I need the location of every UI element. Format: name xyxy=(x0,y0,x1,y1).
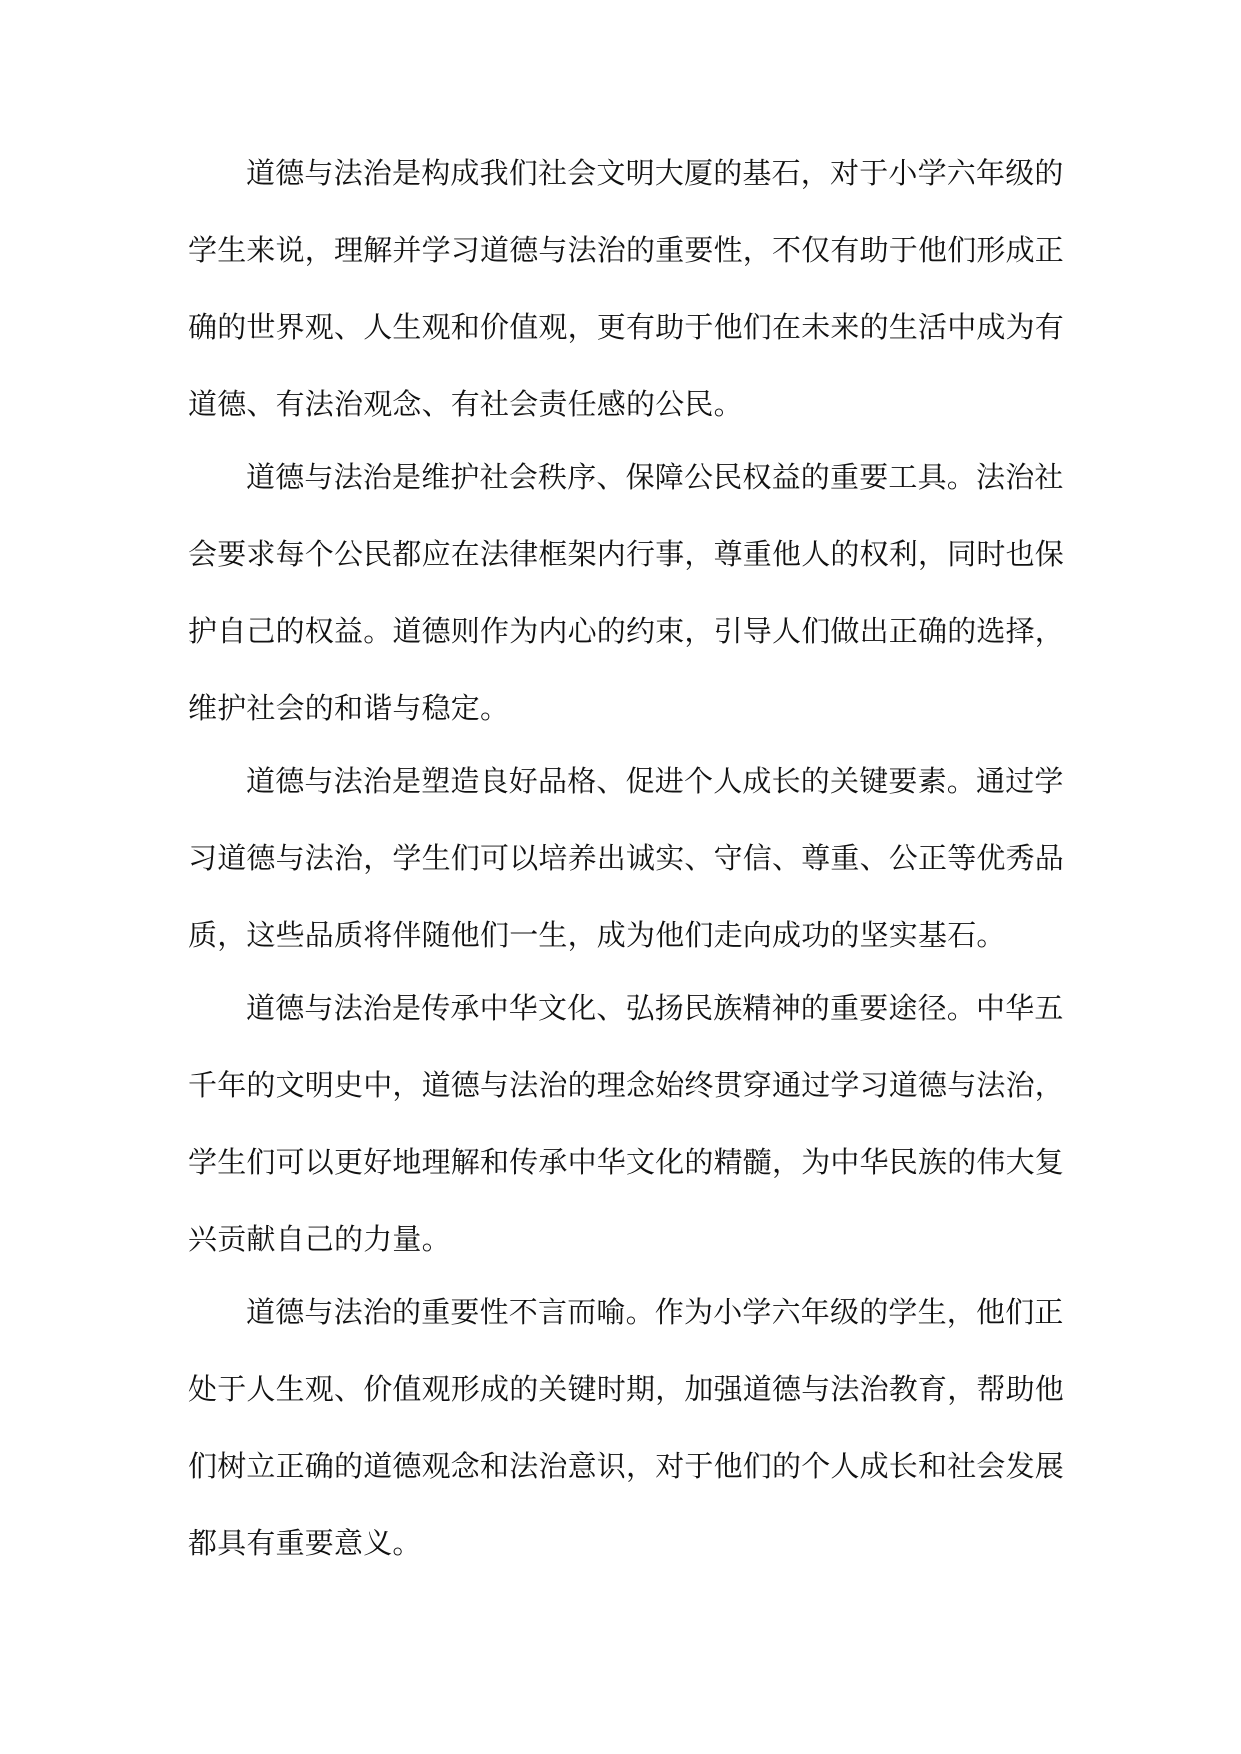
paragraph-4 xyxy=(188,970,1065,1278)
paragraph-line: 道德与法治的重要性不言而喻。作为小学六年级的学生，他们正 xyxy=(246,1295,1064,1329)
paragraph-line: 护自己的权益。道德则作为内心的约束，引导人们做出正确的选择， xyxy=(188,614,1065,648)
paragraph-line: 会要求每个公民都应在法律框架内行事，尊重他人的权利，同时也保 xyxy=(188,537,1065,571)
paragraph-line: 道德与法治是构成我们社会文明大厦的基石，对于小学六年级的 xyxy=(246,156,1064,190)
paragraph-line: 维护社会的和谐与稳定。 xyxy=(188,691,510,725)
paragraph-line: 道德与法治是维护社会秩序、保障公民权益的重要工具。法治社 xyxy=(246,460,1064,494)
paragraph-5 xyxy=(188,1274,1065,1582)
paragraph-line: 道德与法治是传承中华文化、弘扬民族精神的重要途径。中华五 xyxy=(246,991,1064,1025)
paragraph-line: 都具有重要意义。 xyxy=(188,1526,422,1560)
paragraph-line: 学生来说，理解并学习道德与法治的重要性，不仅有助于他们形成正 xyxy=(188,233,1065,267)
paragraph-line: 处于人生观、价值观形成的关键时期，加强道德与法治教育，帮助他 xyxy=(188,1372,1065,1406)
paragraph-2 xyxy=(188,439,1065,747)
paragraph-line: 确的世界观、人生观和价值观，更有助于他们在未来的生活中成为有 xyxy=(188,310,1065,344)
paragraph-line: 道德与法治是塑造良好品格、促进个人成长的关键要素。通过学 xyxy=(246,764,1064,798)
paragraph-line: 道德、有法治观念、有社会责任感的公民。 xyxy=(188,387,743,421)
paragraph-line: 习道德与法治，学生们可以培养出诚实、守信、尊重、公正等优秀品 xyxy=(188,841,1065,875)
paragraph-line: 质，这些品质将伴随他们一生，成为他们走向成功的坚实基石。 xyxy=(188,918,1006,952)
paragraph-3 xyxy=(188,743,1065,974)
paragraph-1 xyxy=(188,135,1065,443)
paragraph-line: 千年的文明史中，道德与法治的理念始终贯穿通过学习道德与法治， xyxy=(188,1068,1065,1102)
paragraph-line: 学生们可以更好地理解和传承中华文化的精髓，为中华民族的伟大复 xyxy=(188,1145,1065,1179)
paragraph-line: 兴贡献自己的力量。 xyxy=(188,1222,451,1256)
paragraph-line: 们树立正确的道德观念和法治意识，对于他们的个人成长和社会发展 xyxy=(188,1449,1065,1483)
